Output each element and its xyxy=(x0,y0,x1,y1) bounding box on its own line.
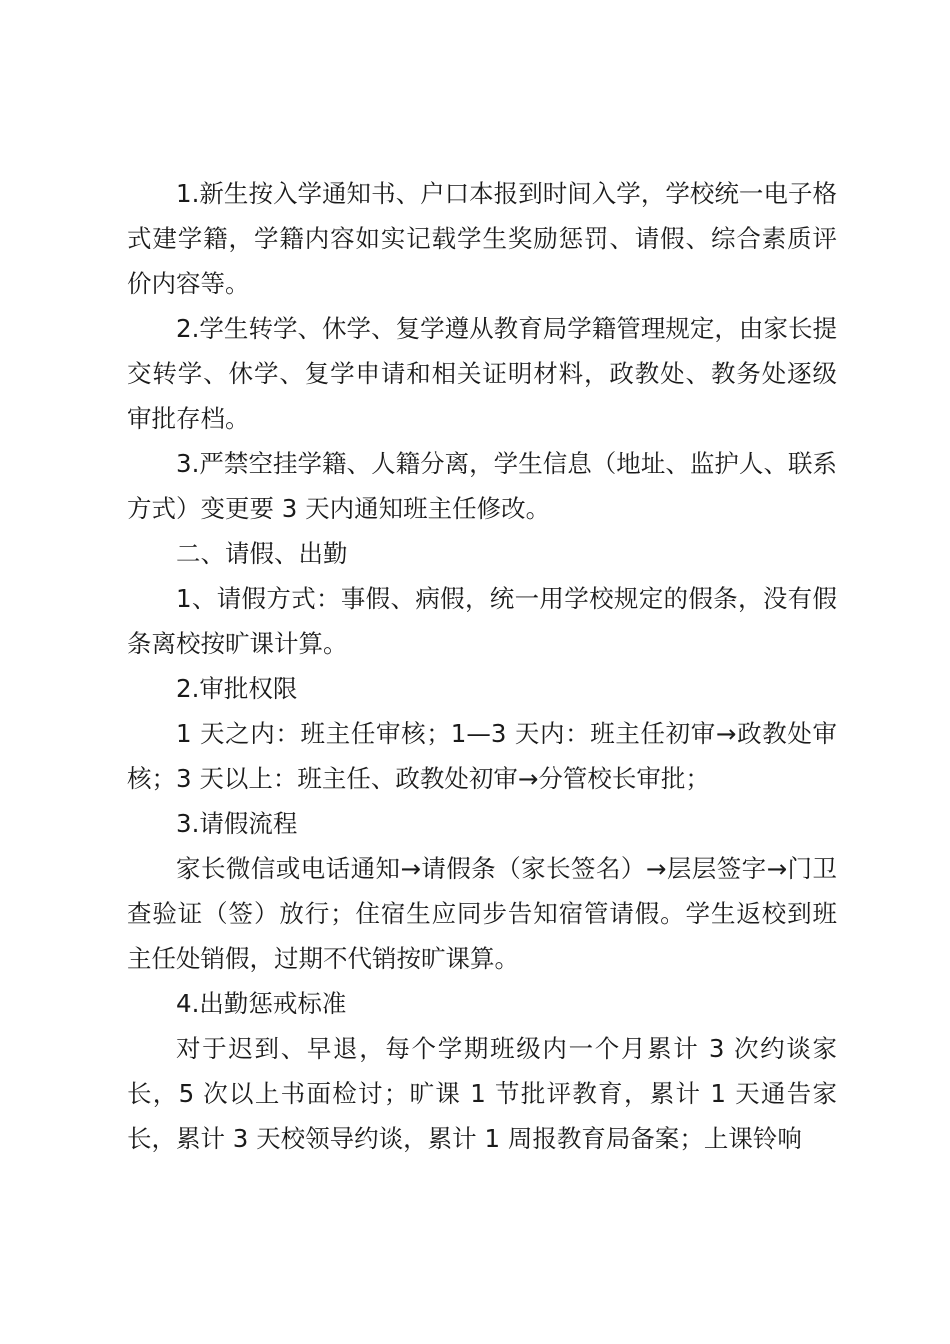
paragraph-attendance-discipline: 对于迟到、早退，每个学期班级内一个月累计 3 次约谈家长，5 次以上书面检讨；旷课 1 节批评教育，累计 1 天通告家长，累计 3 天校领导约谈，累计 1 周报教育局备案；上课铃响 xyxy=(127,1034,837,1153)
paragraph-leave-types: 1、请假方式：事假、病假，统一用学校规定的假条，没有假条离校按旷课计算。 xyxy=(127,584,837,658)
section-heading-leave-attendance: 二、请假、出勤 xyxy=(176,539,348,568)
paragraph-registration-rules: 3.严禁空挂学籍、人籍分离，学生信息（地址、监护人、联系方式）变更要 3 天内通知班主任修改。 xyxy=(127,449,837,523)
subheading-leave-process: 3.请假流程 xyxy=(176,809,298,838)
paragraph-leave-process: 家长微信或电话通知→请假条（家长签名）→层层签字→门卫查验证（签）放行；住宿生应同步告知宿管请假。学生返校到班主任处销假，过期不代销按旷课算。 xyxy=(127,854,837,973)
document-body xyxy=(127,171,837,1161)
subheading-approval-authority: 2.审批权限 xyxy=(176,674,298,703)
subheading-attendance-discipline: 4.出勤惩戒标准 xyxy=(176,989,347,1018)
paragraph-enrollment-records: 1.新生按入学通知书、户口本报到时间入学，学校统一电子格式建学籍，学籍内容如实记载学生奖励惩罚、请假、综合素质评价内容等。 xyxy=(127,179,837,298)
paragraph-transfer-suspension: 2.学生转学、休学、复学遵从教育局学籍管理规定，由家长提交转学、休学、复学申请和相关证明材料，政教处、教务处逐级审批存档。 xyxy=(127,314,837,433)
paragraph-approval-authority: 1 天之内：班主任审核；1—3 天内：班主任初审→政教处审核；3 天以上：班主任、政教处初审→分管校长审批； xyxy=(127,719,837,793)
